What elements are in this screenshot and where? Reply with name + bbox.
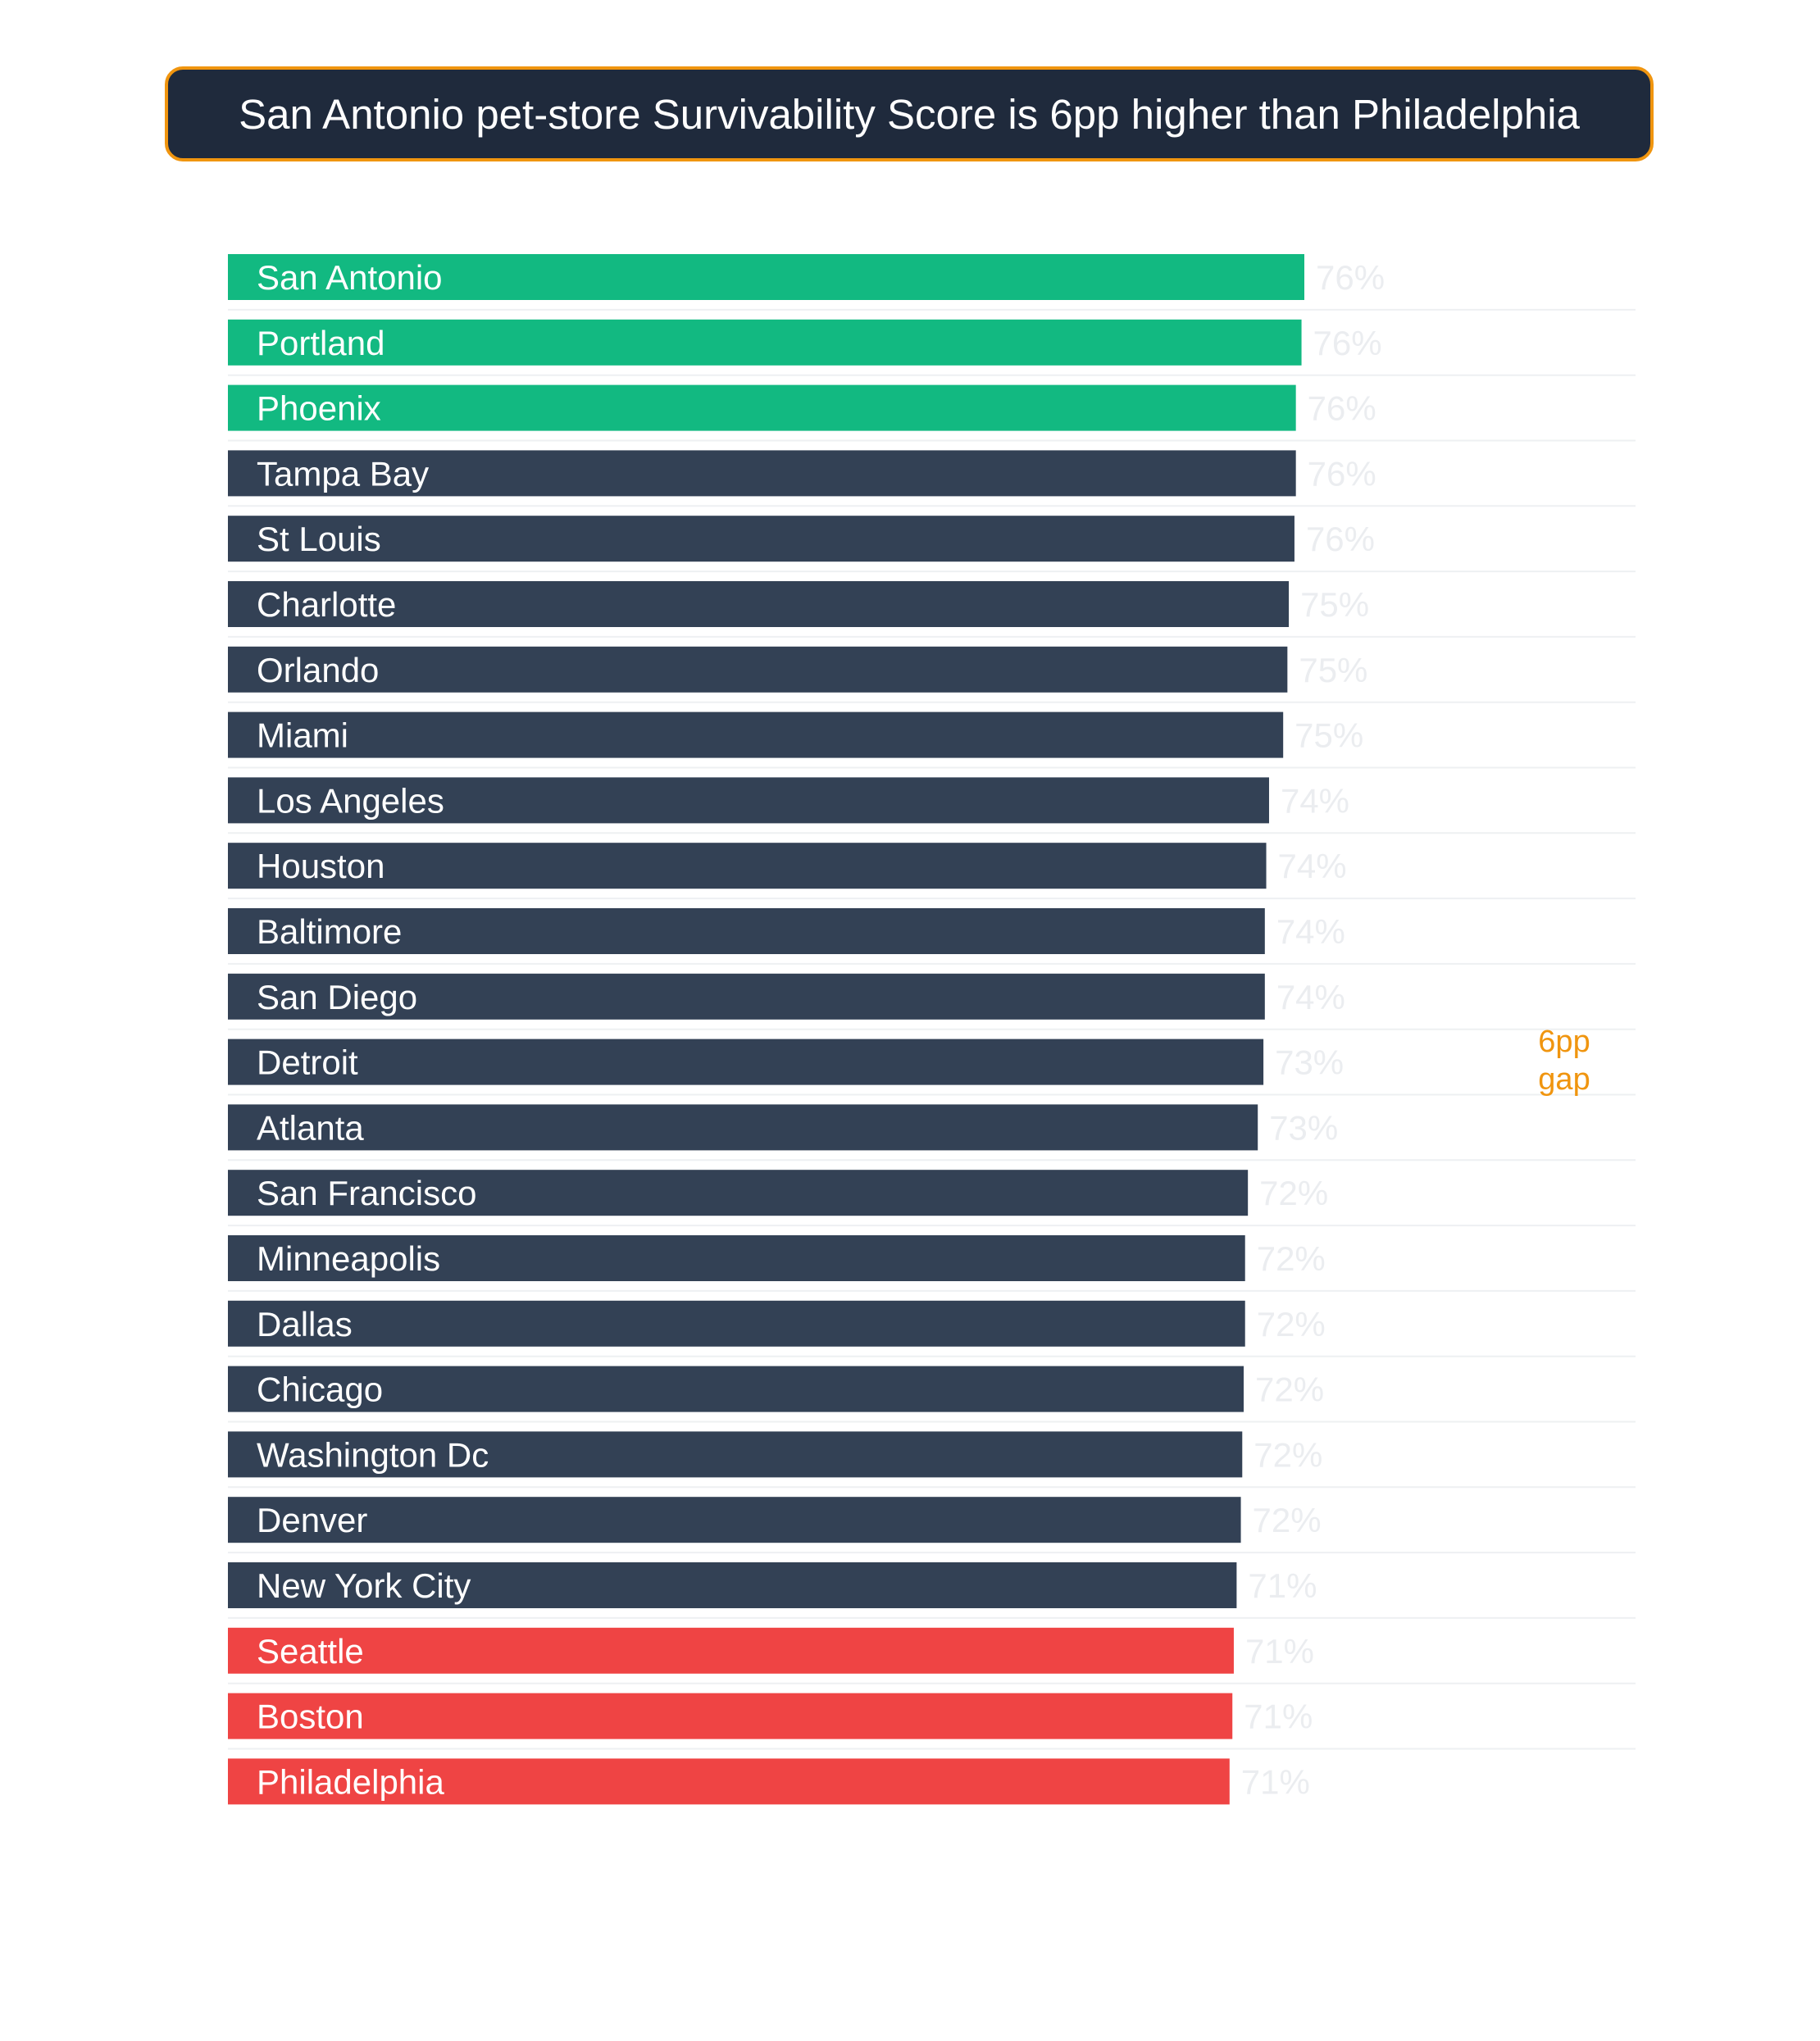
value-label-houston: 74% — [1277, 847, 1347, 886]
bar-label-los-angeles: Los Angeles — [257, 781, 444, 820]
bar-label-washington-dc: Washington Dc — [257, 1435, 489, 1475]
bar-label-philadelphia: Philadelphia — [257, 1762, 444, 1802]
bar-label-st-louis: St Louis — [257, 520, 381, 559]
bar-portland — [228, 320, 1302, 366]
gap-annotation-line2: gap — [1538, 1062, 1590, 1097]
bar-label-charlotte: Charlotte — [257, 585, 397, 624]
bar-label-denver: Denver — [257, 1501, 368, 1540]
bar-label-orlando: Orlando — [257, 650, 380, 689]
bar-label-minneapolis: Minneapolis — [257, 1239, 441, 1278]
bar-phoenix — [228, 385, 1296, 431]
value-label-atlanta: 73% — [1269, 1108, 1339, 1148]
bar-st-louis — [228, 516, 1294, 561]
bar-boston — [228, 1693, 1232, 1739]
value-label-st-louis: 76% — [1305, 520, 1376, 559]
bar-orlando — [228, 647, 1287, 693]
bar-label-tampa-bay: Tampa Bay — [257, 454, 430, 493]
bar-detroit — [228, 1039, 1263, 1085]
value-label-seattle: 71% — [1244, 1631, 1315, 1671]
bar-seattle — [228, 1628, 1234, 1674]
bar-dallas — [228, 1301, 1245, 1347]
bar-label-portland: Portland — [257, 323, 385, 362]
bar-label-san-antonio: San Antonio — [257, 258, 443, 297]
bar-atlanta — [228, 1104, 1258, 1150]
value-label-orlando: 75% — [1299, 650, 1368, 689]
value-label-phoenix: 76% — [1307, 389, 1376, 428]
value-label-dallas: 72% — [1256, 1304, 1326, 1343]
bar-label-chicago: Chicago — [257, 1370, 384, 1409]
bar-label-atlanta: Atlanta — [257, 1108, 364, 1148]
gap-annotation-line1: 6pp — [1538, 1025, 1590, 1059]
value-label-miami: 75% — [1294, 716, 1364, 755]
value-label-detroit: 73% — [1275, 1043, 1345, 1082]
value-label-san-francisco: 72% — [1259, 1174, 1329, 1213]
value-label-charlotte: 75% — [1300, 585, 1370, 624]
bar-label-detroit: Detroit — [257, 1043, 358, 1082]
value-label-san-antonio: 76% — [1316, 258, 1385, 297]
value-label-denver: 72% — [1252, 1501, 1322, 1540]
value-label-los-angeles: 74% — [1280, 781, 1350, 820]
bar-label-seattle: Seattle — [257, 1631, 364, 1671]
bar-label-boston: Boston — [257, 1697, 364, 1736]
bar-miami — [228, 712, 1283, 758]
chart-title: San Antonio pet-store Survivability Score is 6pp higher than Philadelphia — [165, 66, 1654, 161]
value-label-san-diego: 74% — [1276, 977, 1345, 1016]
bar-label-new-york-city: New York City — [257, 1566, 471, 1605]
value-label-chicago: 72% — [1255, 1370, 1325, 1409]
bar-denver — [228, 1497, 1241, 1543]
value-label-tampa-bay: 76% — [1307, 454, 1376, 493]
value-label-new-york-city: 71% — [1248, 1566, 1317, 1605]
value-label-boston: 71% — [1244, 1697, 1313, 1736]
value-label-philadelphia: 71% — [1240, 1762, 1310, 1802]
bar-label-dallas: Dallas — [257, 1304, 353, 1343]
bar-label-miami: Miami — [257, 716, 348, 755]
value-label-baltimore: 74% — [1276, 912, 1345, 951]
value-label-washington-dc: 72% — [1254, 1435, 1323, 1475]
value-label-minneapolis: 72% — [1256, 1239, 1326, 1278]
bar-label-phoenix: Phoenix — [257, 389, 381, 428]
bar-label-san-diego: San Diego — [257, 977, 418, 1016]
value-label-portland: 76% — [1313, 323, 1382, 362]
bar-label-san-francisco: San Francisco — [257, 1174, 477, 1213]
bar-label-houston: Houston — [257, 847, 385, 886]
bar-label-baltimore: Baltimore — [257, 912, 403, 951]
